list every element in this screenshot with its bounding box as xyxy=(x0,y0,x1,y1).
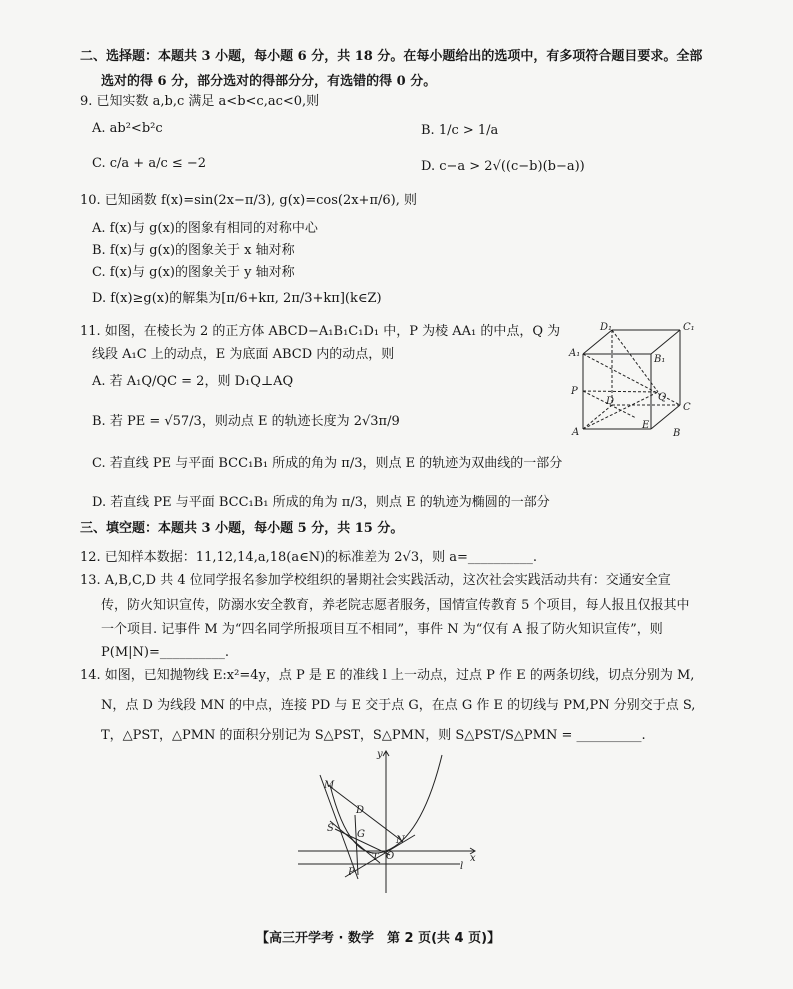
graph-label: G xyxy=(357,829,365,840)
cube-label: A xyxy=(572,427,580,438)
cube-edge xyxy=(651,405,680,429)
q11-option-b: B. 若 PE = √57/3，则动点 E 的轨迹长度为 2√3π/9 xyxy=(92,414,400,429)
parabola-figure xyxy=(290,745,490,895)
cube-label: D₁ xyxy=(600,322,613,333)
q11-option-c: C. 若直线 PE 与平面 BCC₁B₁ 所成的角为 π/3，则点 E 的轨迹为双曲线的一部分 xyxy=(92,456,563,471)
graph-label: T xyxy=(372,852,379,863)
q9-option-a: A. ab²<b²c xyxy=(92,121,163,136)
q10-option-a: A. f(x)与 g(x)的图象有相同的对称中心 xyxy=(92,221,318,236)
cube-edge xyxy=(583,330,612,354)
q12-text: 12. 已知样本数据：11,12,14,a,18(a∈N)的标准差为 2√3，则 a=__________. xyxy=(80,550,538,565)
cube-label: P xyxy=(571,386,578,397)
graph-label: P xyxy=(348,867,355,878)
graph-label: D xyxy=(356,805,365,816)
graph-label: x xyxy=(470,853,476,864)
q10-option-b: B. f(x)与 g(x)的图象关于 x 轴对称 xyxy=(92,243,295,258)
section-2-header-line2: 选对的得 6 分，部分选对的得部分分，有选错的得 0 分。 xyxy=(101,74,437,89)
cube-label: Q xyxy=(658,392,667,403)
chord-mn xyxy=(328,785,402,841)
q13-line3: 一个项目. 记事件 M 为“四名同学所报项目互不相同”，事件 N 为“仅有 A 报了防火知识宣传”，则 xyxy=(101,622,663,637)
q9-option-c: C. c/a + a/c ≤ −2 xyxy=(92,156,207,171)
cube-label: D xyxy=(606,396,615,407)
graph-label: N xyxy=(396,835,405,846)
q13-line2: 传，防火知识宣传，防溺水安全教育，养老院志愿者服务，国情宣传教育 5 个项目，每人报且仅报其中 xyxy=(101,598,690,613)
graph-label: S xyxy=(327,823,334,834)
cube-label: B xyxy=(673,428,681,439)
cube-figure xyxy=(566,318,696,442)
q10-option-d: D. f(x)≥g(x)的解集为[π/6+kπ, 2π/3+kπ](k∈Z) xyxy=(92,291,382,306)
q14-line1: 14. 如图，已知抛物线 E:x²=4y，点 P 是 E 的准线 l 上一动点，过点 P 作 E 的两条切线，切点分别为 M, xyxy=(80,668,695,683)
cube-label: C xyxy=(683,402,691,413)
q14-line2: N，点 D 为线段 MN 的中点，连接 PD 与 E 交于点 G，在点 G 作 E 的切线与 PM,PN 分别交于点 S, xyxy=(101,698,696,713)
q11-option-d: D. 若直线 PE 与平面 BCC₁B₁ 所成的角为 π/3，则点 E 的轨迹为椭圆的一部分 xyxy=(92,495,550,510)
q9-stem: 9. 已知实数 a,b,c 满足 a<b<c,ac<0,则 xyxy=(80,94,320,109)
cube-label: E xyxy=(642,420,650,431)
q9-option-b: B. 1/c > 1/a xyxy=(421,123,499,138)
cube-label: C₁ xyxy=(683,322,695,333)
page-footer: 【高三开学考 · 数学 第 2 页(共 4 页)】 xyxy=(256,931,501,946)
graph-label: y xyxy=(377,749,383,760)
q11-option-a: A. 若 A₁Q/QC = 2，则 D₁Q⊥AQ xyxy=(92,374,294,389)
q10-option-c: C. f(x)与 g(x)的图象关于 y 轴对称 xyxy=(92,265,295,280)
q13-line1: 13. A,B,C,D 共 4 位同学报名参加学校组织的暑期社会实践活动，这次社会实践活动共有：交通安全宣 xyxy=(80,573,671,588)
cube-label: A₁ xyxy=(569,348,581,359)
graph-label: M xyxy=(324,780,335,791)
q11-stem-line1: 11. 如图，在棱长为 2 的正方体 ABCD−A₁B₁C₁D₁ 中，P 为棱 AA₁ 的中点，Q 为 xyxy=(80,324,561,339)
q9-option-d: D. c−a > 2√((c−b)(b−a)) xyxy=(421,159,585,174)
cube-edge xyxy=(651,330,680,354)
section-2-header-line1: 二、选择题：本题共 3 小题，每小题 6 分，共 18 分。在每小题给出的选项中，有多项符合题目要求。全部 xyxy=(80,49,703,64)
q10-stem: 10. 已知函数 f(x)=sin(2x−π/3), g(x)=cos(2x+π/6), 则 xyxy=(80,193,417,208)
q14-line3: T，△PST，△PMN 的面积分别记为 S△PST，S△PMN，则 S△PST/S△PMN = __________. xyxy=(101,728,646,743)
q11-stem-line2: 线段 A₁C 上的动点，E 为底面 ABCD 内的动点，则 xyxy=(92,347,395,362)
segment-pq xyxy=(583,391,658,392)
section-3-header: 三、填空题：本题共 3 小题，每小题 5 分，共 15 分。 xyxy=(80,521,404,536)
q13-line4: P(M|N)=__________. xyxy=(101,645,229,660)
cube-label: B₁ xyxy=(654,354,666,365)
graph-label: O xyxy=(386,851,395,862)
graph-label: l xyxy=(460,861,464,872)
